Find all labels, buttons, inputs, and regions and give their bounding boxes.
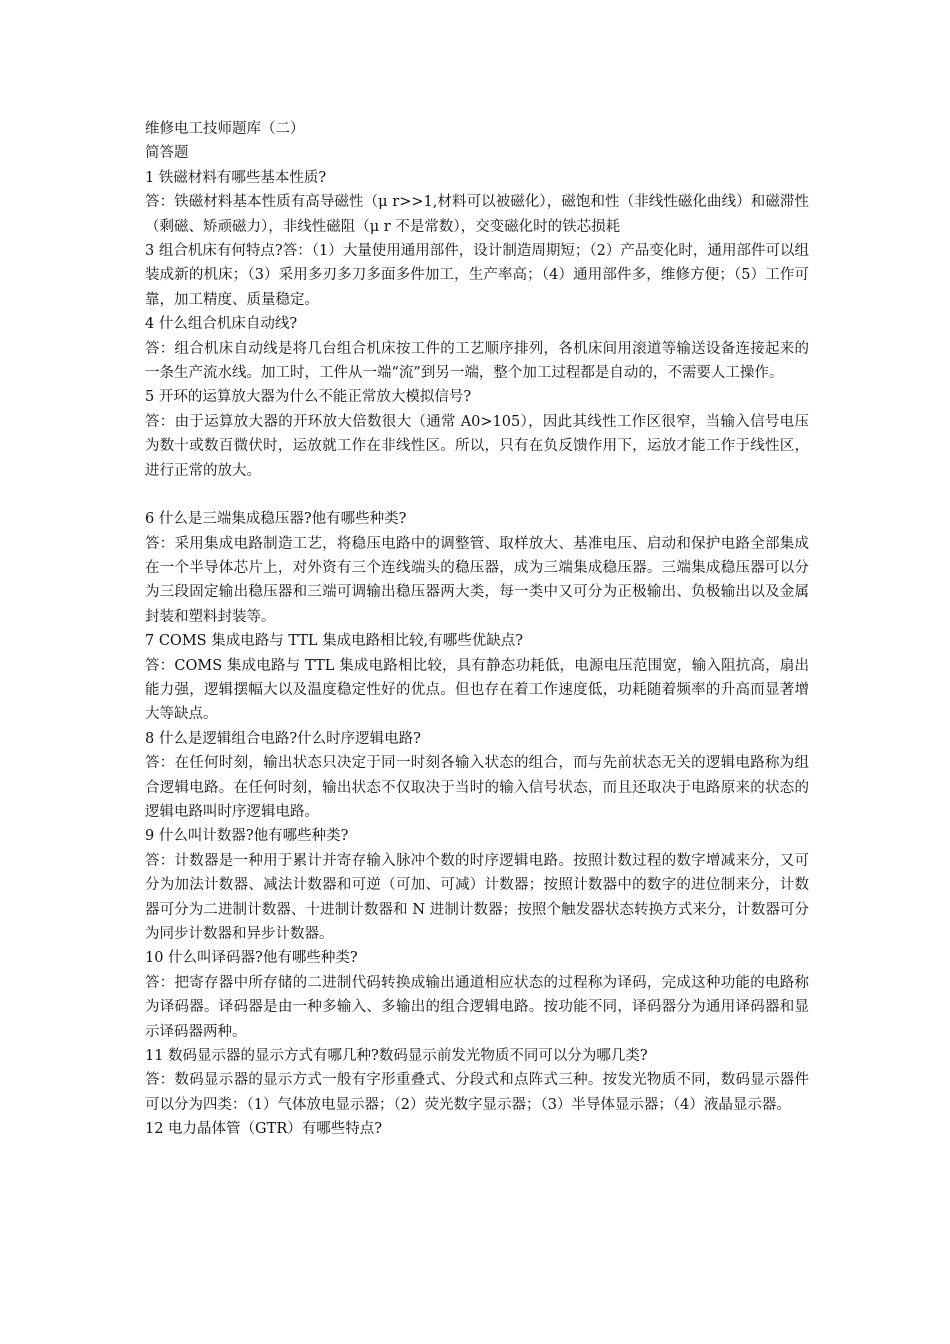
section-heading: 简答题 <box>145 145 189 162</box>
question-1: 1 铁磁材料有哪些基本性质? <box>145 169 327 186</box>
question-8: 8 什么是逻辑组合电路?什么时序逻辑电路? <box>145 730 421 747</box>
question-answer-3: 3 组合机床有何特点?答：（1）大量使用通用部件，设计制造周期短；（2）产品变化时，通用部件可以组装成新的机床；（3）采用多刃多刀多面多件加工，生产率高；（4）通用部件多，维修方便；（5）工作可靠，加工精度、质量稳定。 <box>145 243 809 308</box>
answer-4: 答：组合机床自动线是将几台组合机床按工件的工艺顺序排列，各机床间用滚道等输送设备连接起来的一条生产流水线。加工时，工件从一端“流”到另一端，整个加工过程都是自动的，不需要人工操作。 <box>145 340 809 382</box>
question-4: 4 什么组合机床自动线? <box>145 316 298 333</box>
question-12: 12 电力晶体管（GTR）有哪些特点? <box>145 1121 383 1138</box>
answer-6: 答：采用集成电路制造工艺，将稳压电路中的调整管、取样放大、基准电压、启动和保护电路全部集成在一个半导体芯片上，对外资有三个连线端头的稳压器，成为三端集成稳压器。三端集成稳压器可以分为三段固定输出稳压器和三端可调输出稳压器两大类，每一类中又可分为正极输出、负极输出以及金属封装和塑料封装等。 <box>145 535 809 625</box>
answer-9: 答：计数器是一种用于累计并寄存输入脉冲个数的时序逻辑电路。按照计数过程的数字增减来分，又可分为加法计数器、减法计数器和可逆（可加、可减）计数器；按照计数器中的数字的进位制来分，计数器可分为二进制计数器、十进制计数器和 N 进制计数器；按照个触发器状态转换方式来分，计数器可分为同步计数器和异步计数器。 <box>145 852 809 942</box>
blank-line <box>145 483 809 507</box>
question-11: 11 数码显示器的显示方式有哪几种?数码显示前发光物质不同可以分为哪几类? <box>145 1048 648 1065</box>
answer-8: 答：在任何时刻，输出状态只决定于同一时刻各输入状态的组合，而与先前状态无关的逻辑电路称为组合逻辑电路。在任何时刻，输出状态不仅取决于当时的输入信号状态，而且还取决于电路原来的状态的逻辑电路叫时序逻辑电路。 <box>145 755 809 820</box>
answer-11: 答：数码显示器的显示方式一般有字形重叠式、分段式和点阵式三种。按发光物质不同，数码显示器件可以分为四类：（1）气体放电显示器；（2）荧光数字显示器；（3）半导体显示器；（4）液晶显示器。 <box>145 1072 809 1113</box>
answer-5: 答：由于运算放大器的开环放大倍数很大（通常 A0>105），因此其线性工作区很窄，当输入信号电压为数十或数百微伏时，运放就工作在非线性区。所以，只有在负反馈作用下，运放才能工作于线性区，进行正常的放大。 <box>145 413 809 479</box>
document-title: 维修电工技师题库（二） <box>145 121 305 137</box>
document-page <box>145 117 809 1142</box>
question-6: 6 什么是三端集成稳压器?他有哪些种类? <box>145 511 407 528</box>
question-7: 7 COMS 集成电路与 TTL 集成电路相比较,有哪些优缺点? <box>145 633 524 650</box>
question-5: 5 开环的运算放大器为什么不能正常放大模拟信号? <box>145 389 472 406</box>
question-10: 10 什么叫译码器?他有哪些种类? <box>145 950 358 967</box>
answer-1: 答：铁磁材料基本性质有高导磁性（μ r>>1,材料可以被磁化），磁饱和性（非线性磁化曲线）和磁滞性（剩磁、矫顽磁力），非线性磁阻（μ r 不是常数），交变磁化时的铁芯损耗 <box>145 194 809 235</box>
answer-10: 答：把寄存器中所存储的二进制代码转换成输出通道相应状态的过程称为译码，完成这种功能的电路称为译码器。译码器是由一种多输入、多输出的组合逻辑电路。按功能不同，译码器分为通用译码器和显示译码器两种。 <box>145 974 809 1040</box>
answer-7: 答：COMS 集成电路与 TTL 集成电路相比较，具有静态功耗低，电源电压范围宽，输入阻抗高，扇出能力强，逻辑摆幅大以及温度稳定性好的优点。但也存在着工作速度低，功耗随着频率的升高而显著增大等缺点。 <box>145 657 809 723</box>
question-9: 9 什么叫计数器?他有哪些种类? <box>145 828 349 845</box>
